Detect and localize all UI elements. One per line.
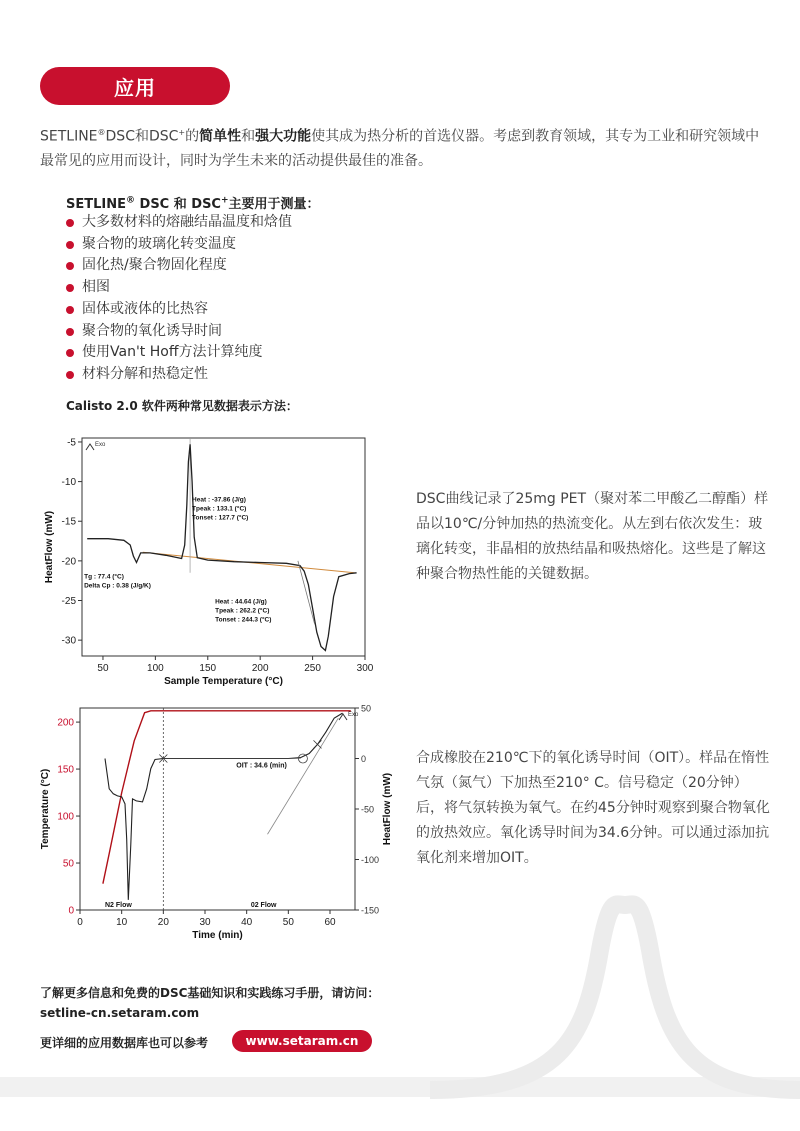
- list-item: 固化热/聚合物固化程度: [66, 255, 292, 277]
- plot-frame: [80, 708, 355, 910]
- y-right-axis-label: HeatFlow (mW): [382, 772, 393, 846]
- exo-label: Exo: [95, 442, 106, 448]
- list-item: 固体或液体的比热容: [66, 299, 292, 321]
- x-tick-label: 40: [241, 917, 253, 928]
- section-title: 应用: [40, 67, 230, 105]
- y-tick-label: -25: [61, 596, 76, 608]
- intro-paragraph: SETLINE®DSC和DSC+的简单性和强大功能使其成为热分析的首选仪器。考虑到教育领域，其专为工业和研究领域中最常见的应用而设计，同时为学生未来的活动提供最佳的准备。: [40, 128, 760, 169]
- peak-cross-marker-icon: [314, 740, 322, 748]
- list-item: 聚合物的玻璃化转变温度: [66, 234, 292, 256]
- bullet-icon: [66, 349, 74, 357]
- oit-tangent-line: [268, 718, 339, 834]
- x-tick-label: 250: [304, 663, 321, 674]
- y-left-tick-label: 0: [68, 905, 74, 917]
- measurement-list: [66, 212, 292, 386]
- onset-tangent-line: [298, 561, 315, 624]
- x-axis-label: Time (min): [192, 930, 243, 941]
- footer-database-text: 更详细的应用数据库也可以参考: [40, 1036, 209, 1050]
- bullet-icon: [66, 328, 74, 336]
- y-axis-label: HeatFlow (mW): [44, 510, 55, 584]
- list-item: 相图: [66, 277, 292, 299]
- y-right-tick-label: -100: [361, 855, 380, 865]
- oit-chart: [20, 700, 393, 950]
- y-tick-label: -10: [61, 477, 76, 489]
- list-item: 材料分解和热稳定性: [66, 364, 292, 386]
- annotation-text: Heat : 44.64 (J/g): [215, 598, 267, 606]
- annotation-text: Heat : -37.86 (J/g): [192, 496, 246, 504]
- footer-url[interactable]: setline-cn.setaram.com: [40, 1006, 200, 1020]
- y-left-axis-label: Temperature (°C): [40, 768, 51, 850]
- y-tick-label: -30: [61, 635, 76, 647]
- y-left-tick-label: 50: [62, 858, 74, 870]
- y-right-tick-label: -50: [361, 804, 375, 815]
- y-left-tick-label: 100: [57, 811, 74, 823]
- footer-more-info: 了解更多信息和免费的DSC基础知识和实践练习手册，请访问：: [40, 986, 380, 1000]
- bullet-icon: [66, 262, 74, 270]
- x-tick-label: 50: [97, 663, 109, 674]
- x-tick-label: 0: [77, 917, 83, 928]
- dsc-pet-chart: [20, 430, 385, 687]
- y-right-tick-label: -150: [361, 905, 380, 916]
- y-left-tick-label: 150: [57, 764, 74, 776]
- y-right-tick-label: 50: [361, 703, 372, 714]
- x-tick-label: 300: [356, 663, 374, 674]
- y-tick-label: -20: [61, 556, 76, 568]
- calisto-heading: Calisto 2.0 软件两种常见数据表示方法：: [66, 399, 298, 413]
- bullet-icon: [66, 306, 74, 314]
- x-tick-label: 30: [199, 917, 211, 928]
- annotation-text: OIT : 34.6 (min): [236, 762, 287, 770]
- x-tick-label: 100: [147, 663, 164, 674]
- annotation-text: Tonset : 127.7 (°C): [192, 514, 249, 522]
- list-item: 大多数材料的熔融结晶温度和焓值: [66, 212, 292, 234]
- list-item: 聚合物的氧化诱导时间: [66, 321, 292, 343]
- x-tick-label: 50: [282, 917, 294, 928]
- y-tick-label: -5: [67, 437, 76, 449]
- y-left-tick-label: 200: [57, 717, 74, 729]
- exo-arrow-icon: [86, 444, 94, 450]
- bullet-icon: [66, 219, 74, 227]
- bullet-icon: [66, 241, 74, 249]
- bullet-icon: [66, 371, 74, 379]
- temperature-line: [103, 711, 351, 884]
- oit-description: 合成橡胶在210℃下的氧化诱导时间（OIT）。样品在惰性气氛（氮气）下加热至210° C。信号稳定（20分钟）后，将气氛转换为氧气。在约45分钟时观察到聚合物氧化的放热效应。氧化诱导时间为34.6分钟。可以通过添加抗氧化剂来增加OIT。: [416, 750, 770, 866]
- setaram-link-button[interactable]: www.setaram.cn: [232, 1030, 372, 1052]
- x-tick-label: 200: [251, 663, 269, 674]
- annotation-text: Tonset : 244.3 (°C): [215, 616, 272, 624]
- annotation-text: Tpeak : 262.2 (°C): [215, 607, 270, 615]
- x-tick-label: 150: [199, 663, 217, 674]
- x-tick-label: 20: [157, 917, 169, 928]
- x-axis-label: Sample Temperature (°C): [164, 676, 283, 687]
- annotation-text: Delta Cp : 0.38 (J/g/K): [84, 582, 151, 590]
- x-tick-label: 10: [116, 917, 128, 928]
- y-tick-label: -15: [61, 516, 76, 528]
- list-item: 使用Van't Hoff方法计算纯度: [66, 342, 292, 364]
- x-tick-label: 60: [324, 917, 336, 928]
- annotation-text: 02 Flow: [250, 902, 277, 909]
- annotation-text: Tpeak : 133.1 (°C): [192, 505, 247, 513]
- measurement-heading: SETLINE® DSC 和 DSC+主要用于测量：: [66, 195, 320, 212]
- heatflow-line: [105, 713, 343, 900]
- exo-label: Exo: [348, 712, 359, 718]
- y-right-tick-label: 0: [361, 754, 367, 764]
- bullet-icon: [66, 284, 74, 292]
- dsc-description: DSC曲线记录了25mg PET（聚对苯二甲酸乙二醇酯）样品以10℃/分钟加热的热流变化。从左到右依次发生：玻璃化转变，非晶相的放热结晶和吸热熔化。这些是了解这种聚合物热性能的关键数据。: [416, 491, 769, 582]
- annotation-text: Tg : 77.4 (°C): [84, 573, 124, 581]
- annotation-text: N2 Flow: [105, 902, 132, 909]
